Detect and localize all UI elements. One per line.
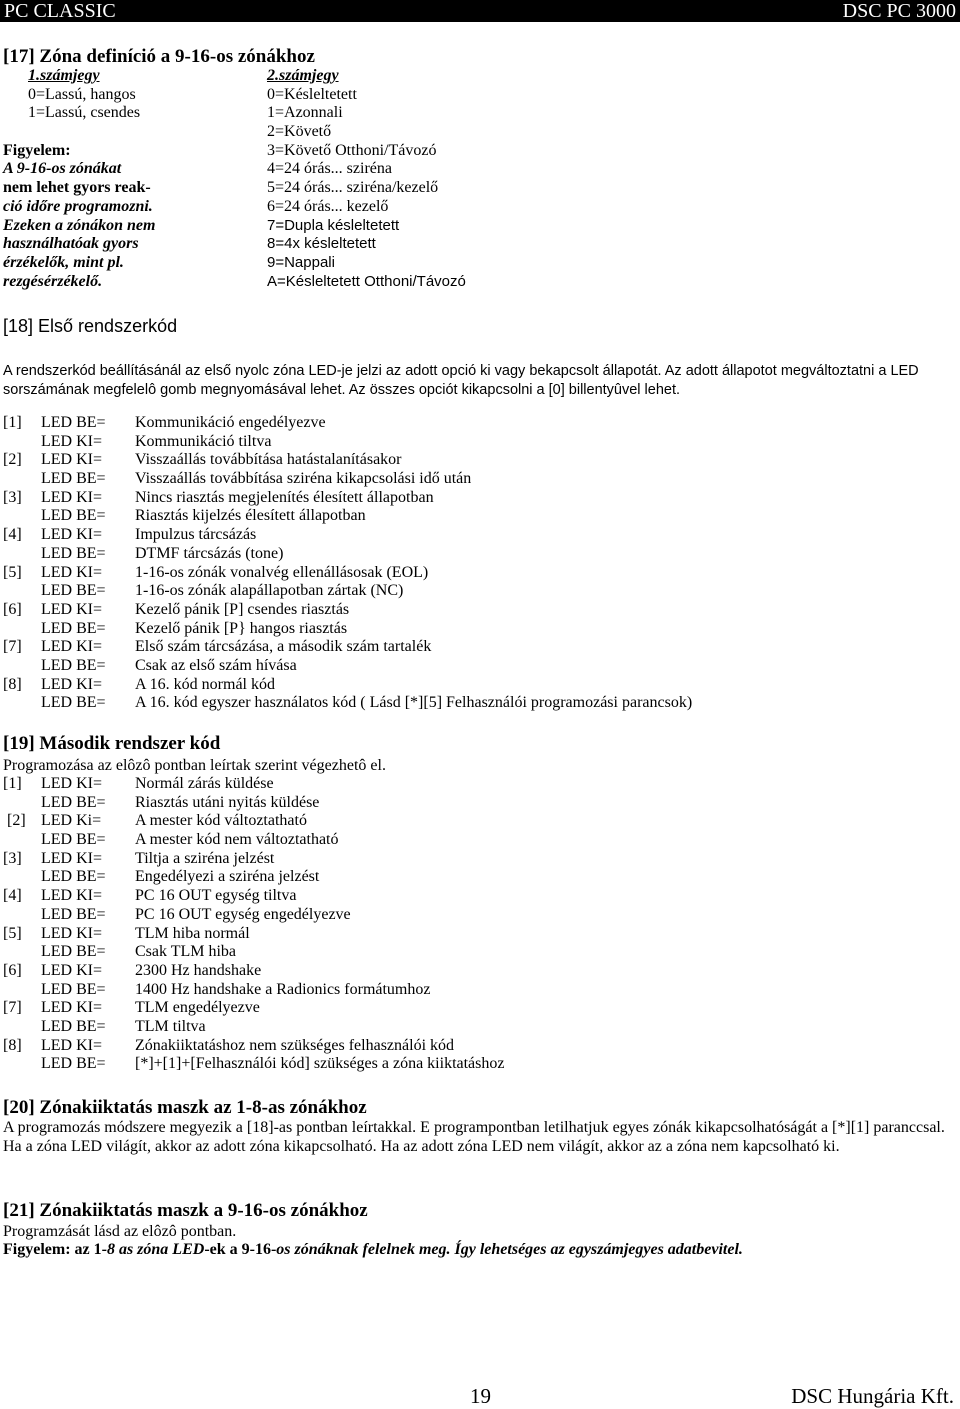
row-index: [5]	[3, 924, 22, 942]
section-17-title: [17] Zóna definíció a 9-16-os zónákhoz	[3, 46, 315, 67]
led-row	[3, 925, 903, 944]
row-index: [4]	[3, 526, 22, 544]
row-index: [1]	[3, 775, 22, 792]
row-led: LED BE=	[41, 905, 106, 923]
row-text: Visszaállás továbbítása hatástalanításakor	[135, 451, 402, 469]
row-led: LED KI=	[41, 775, 103, 792]
row-led: LED BE=	[41, 619, 106, 637]
row-text: Kommunikáció engedélyezve	[135, 414, 326, 431]
led-row	[3, 962, 903, 981]
row-text: DTMF tárcsázás (tone)	[135, 544, 284, 562]
warning-line: nem lehet gyors reak-	[3, 179, 151, 197]
note-part: Figyelem: az 1-	[3, 1241, 107, 1258]
row-led: LED KI=	[41, 675, 103, 693]
row-led: LED BE=	[41, 943, 106, 961]
led-row	[3, 850, 903, 869]
col2-line: 1=Azonnali	[267, 104, 343, 122]
row-index: [7]	[3, 999, 22, 1017]
led-row	[3, 1055, 903, 1074]
led-row	[3, 414, 903, 433]
header-right: DSC PC 3000	[842, 0, 956, 22]
row-led: LED BE=	[41, 507, 106, 525]
row-led: LED KI=	[41, 1036, 103, 1054]
warning-line: ció időre programozni.	[3, 197, 153, 215]
row-index: [8]	[3, 1036, 22, 1054]
row-text: 2300 Hz handshake	[135, 961, 262, 979]
row-text: A mester kód változtatható	[135, 812, 307, 830]
page-number: 19	[470, 1384, 491, 1408]
s17-left-column	[3, 67, 192, 291]
led-row	[3, 433, 903, 452]
row-index: [6]	[3, 961, 22, 979]
row-text: PC 16 OUT egység engedélyezve	[135, 905, 351, 923]
led-row	[3, 638, 903, 657]
warning-line: érzékelők, mint pl.	[3, 253, 124, 271]
row-text: PC 16 OUT egység tiltva	[135, 887, 297, 905]
s17-right-column	[267, 67, 466, 291]
row-led: LED KI=	[41, 600, 103, 618]
led-row	[3, 564, 903, 583]
row-text: Nincs riasztás megjelenítés élesített állapotban	[135, 488, 434, 506]
col2-line: 4=24 órás... sziréna	[267, 160, 392, 178]
col2-line: 5=24 órás... sziréna/kezelő	[267, 179, 439, 197]
row-text: A 16. kód normál kód	[135, 675, 275, 693]
row-text: Kezelő pánik [P] csendes riasztás	[135, 600, 350, 618]
row-text: Első szám tárcsázása, a második szám tartalék	[135, 638, 432, 656]
led-row	[3, 545, 903, 564]
warning-line: A 9-16-os zónákat	[3, 160, 122, 178]
row-text: 1400 Hz handshake a Radionics formátumhoz	[135, 980, 431, 998]
row-led: LED BE=	[41, 793, 106, 811]
section-21-title: [21] Zónakiiktatás maszk a 9-16-os zónákhoz	[3, 1200, 368, 1221]
header-left: PC CLASSIC	[4, 0, 116, 22]
row-led: LED KI=	[41, 961, 103, 979]
led-row	[3, 831, 903, 850]
col2-heading: 2.számjegy	[267, 67, 339, 84]
led-row	[3, 601, 903, 620]
warning-line: használhatóak gyors	[3, 235, 139, 253]
led-row	[3, 1018, 903, 1037]
row-index: [2]	[3, 812, 26, 830]
led-row	[3, 812, 903, 831]
row-index: [2]	[3, 451, 22, 469]
row-led: LED KI=	[41, 488, 103, 506]
warning-label: Figyelem:	[3, 141, 71, 159]
row-led: LED BE=	[41, 980, 106, 998]
warning-line: Ezeken a zónákon nem	[3, 216, 156, 234]
page-header	[0, 0, 960, 22]
note-part: 8 as zóna LED	[106, 1241, 205, 1258]
row-led: LED BE=	[41, 414, 106, 431]
row-text: Engedélyezi a sziréna jelzést	[135, 868, 320, 886]
led-row	[3, 620, 903, 639]
led-row	[3, 906, 903, 925]
row-led: LED KI=	[41, 924, 103, 942]
s18-intro: A rendszerkód beállításánál az első nyolc zóna LED-je jelzi az adott opció ki vagy bekapcsolt állapotát. Az adott állapotot megváltoztatni a LED sorszámának megfelelô gomb megnyomásával lehet. Az összes opciót kikapcsolni a [0] billentyûvel lehet.	[3, 363, 919, 398]
led-row	[3, 676, 903, 695]
row-text: Visszaállás továbbítása sziréna kikapcsolási idő után	[135, 470, 472, 488]
s21-text: Programzását lásd az elôzô pontban.	[3, 1223, 237, 1240]
note-part: os zónáknak felelnek meg. Így lehetséges az egyszámjegyes adatbevitel.	[276, 1241, 743, 1258]
led-row	[3, 943, 903, 962]
s18-led-list	[3, 414, 903, 713]
led-row	[3, 868, 903, 887]
warning-line: rezgésérzékelő.	[3, 272, 103, 290]
row-text: TLM engedélyezve	[135, 999, 260, 1017]
row-text: TLM tiltva	[135, 1017, 206, 1035]
col2-line: 6=24 órás... kezelő	[267, 197, 389, 215]
led-row	[3, 1037, 903, 1056]
col2-line: 9=Nappali	[267, 253, 335, 271]
col2-line: A=Késleltetett Otthoni/Távozó	[267, 272, 466, 290]
row-text: Kommunikáció tiltva	[135, 432, 272, 450]
row-led: LED KI=	[41, 432, 103, 450]
row-text: Tiltja a sziréna jelzést	[135, 849, 275, 867]
row-led: LED KI=	[41, 563, 103, 581]
row-index: [6]	[3, 600, 22, 618]
col2-line: 2=Követő	[267, 123, 332, 141]
col1-line	[3, 123, 192, 142]
row-led: LED BE=	[41, 1055, 106, 1073]
section-18-title: [18] Első rendszerkód	[3, 316, 178, 336]
row-led: LED KI=	[41, 887, 103, 905]
row-text: Normál zárás küldése	[135, 775, 274, 792]
row-led: LED BE=	[41, 694, 106, 712]
row-text: Kezelő pánik [P} hangos riasztás	[135, 619, 348, 637]
led-row	[3, 582, 903, 601]
row-text: [*]+[1]+[Felhasználói kód] szükséges a zóna kiiktatáshoz	[135, 1055, 505, 1073]
row-led: LED BE=	[41, 656, 106, 674]
row-led: LED BE=	[41, 831, 106, 849]
led-row	[3, 657, 903, 676]
row-text: Riasztás utáni nyitás küldése	[135, 793, 320, 811]
row-led: LED BE=	[41, 868, 106, 886]
row-led: LED BE=	[41, 582, 106, 600]
row-led: LED BE=	[41, 470, 106, 488]
col2-line: 3=Követő Otthoni/Távozó	[267, 141, 437, 159]
led-row	[3, 526, 903, 545]
row-text: A mester kód nem változtatható	[135, 831, 339, 849]
s19-led-list	[3, 775, 903, 1074]
s19-intro: Programozása az elôzô pontban leírtak szerint végezhetô el.	[3, 757, 386, 774]
row-led: LED KI=	[41, 526, 103, 544]
led-row	[3, 507, 903, 526]
s20-text: A programozás módszere megyezik a [18]-as pontban leírtakkal. E programpontban letilhatjuk egyes zónák kikapcsolhatóságát a [*][1] paranccsal. Ha a zóna LED világít, akkor az adott zóna kikapcsolható. Ha az adott zóna LED nem világít, akkor az a zóna nem kapcsolható ki.	[3, 1119, 945, 1155]
col2-line: 7=Dupla késleltetett	[267, 216, 400, 234]
row-text: Riasztás kijelzés élesített állapotban	[135, 507, 366, 525]
section-19-title: [19] Második rendszer kód	[3, 733, 221, 754]
row-index: [3]	[3, 849, 22, 867]
led-row	[3, 999, 903, 1018]
col1-heading: 1.számjegy	[28, 67, 100, 84]
row-text: Csak az első szám hívása	[135, 656, 297, 674]
row-led: LED KI=	[41, 999, 103, 1017]
col1-line: 0=Lassú, hangos	[28, 85, 136, 103]
row-led: LED KI=	[41, 849, 103, 867]
col2-line: 0=Késleltetett	[267, 85, 357, 103]
led-row	[3, 775, 903, 794]
row-text: TLM hiba normál	[135, 924, 250, 942]
row-index: [1]	[3, 414, 22, 431]
led-row	[3, 470, 903, 489]
col2-line: 8=4x késleltetett	[267, 235, 376, 253]
row-text: A 16. kód egyszer használatos kód ( Lásd [*][5] Felhasználói programozási parancsok)	[135, 694, 693, 712]
row-led: LED BE=	[41, 1017, 106, 1035]
row-index: [3]	[3, 488, 22, 506]
s21-note	[3, 1241, 743, 1260]
row-index: [7]	[3, 638, 22, 656]
row-index: [8]	[3, 675, 22, 693]
led-row	[3, 981, 903, 1000]
led-row	[3, 794, 903, 813]
footer-brand: DSC Hungária Kft.	[791, 1384, 954, 1408]
led-row	[3, 694, 903, 713]
row-led: LED KI=	[41, 451, 103, 469]
row-text: Impulzus tárcsázás	[135, 526, 257, 544]
note-part: -ek a 9-16-	[204, 1241, 277, 1258]
row-led: LED Ki=	[41, 812, 102, 830]
row-text: 1-16-os zónák vonalvég ellenállásosak (EOL)	[135, 563, 429, 581]
row-led: LED BE=	[41, 544, 106, 562]
col1-line: 1=Lassú, csendes	[28, 104, 141, 122]
row-text: Zónakiiktatáshoz nem szükséges felhasználói kód	[135, 1036, 455, 1054]
led-row	[3, 451, 903, 470]
row-index: [4]	[3, 887, 22, 905]
led-row	[3, 887, 903, 906]
row-led: LED KI=	[41, 638, 103, 656]
row-index: [5]	[3, 563, 22, 581]
row-text: Csak TLM hiba	[135, 943, 237, 961]
row-text: 1-16-os zónák alapállapotban zártak (NC)	[135, 582, 404, 600]
led-row	[3, 489, 903, 508]
section-20-title: [20] Zónakiiktatás maszk az 1-8-as zónákhoz	[3, 1097, 367, 1118]
